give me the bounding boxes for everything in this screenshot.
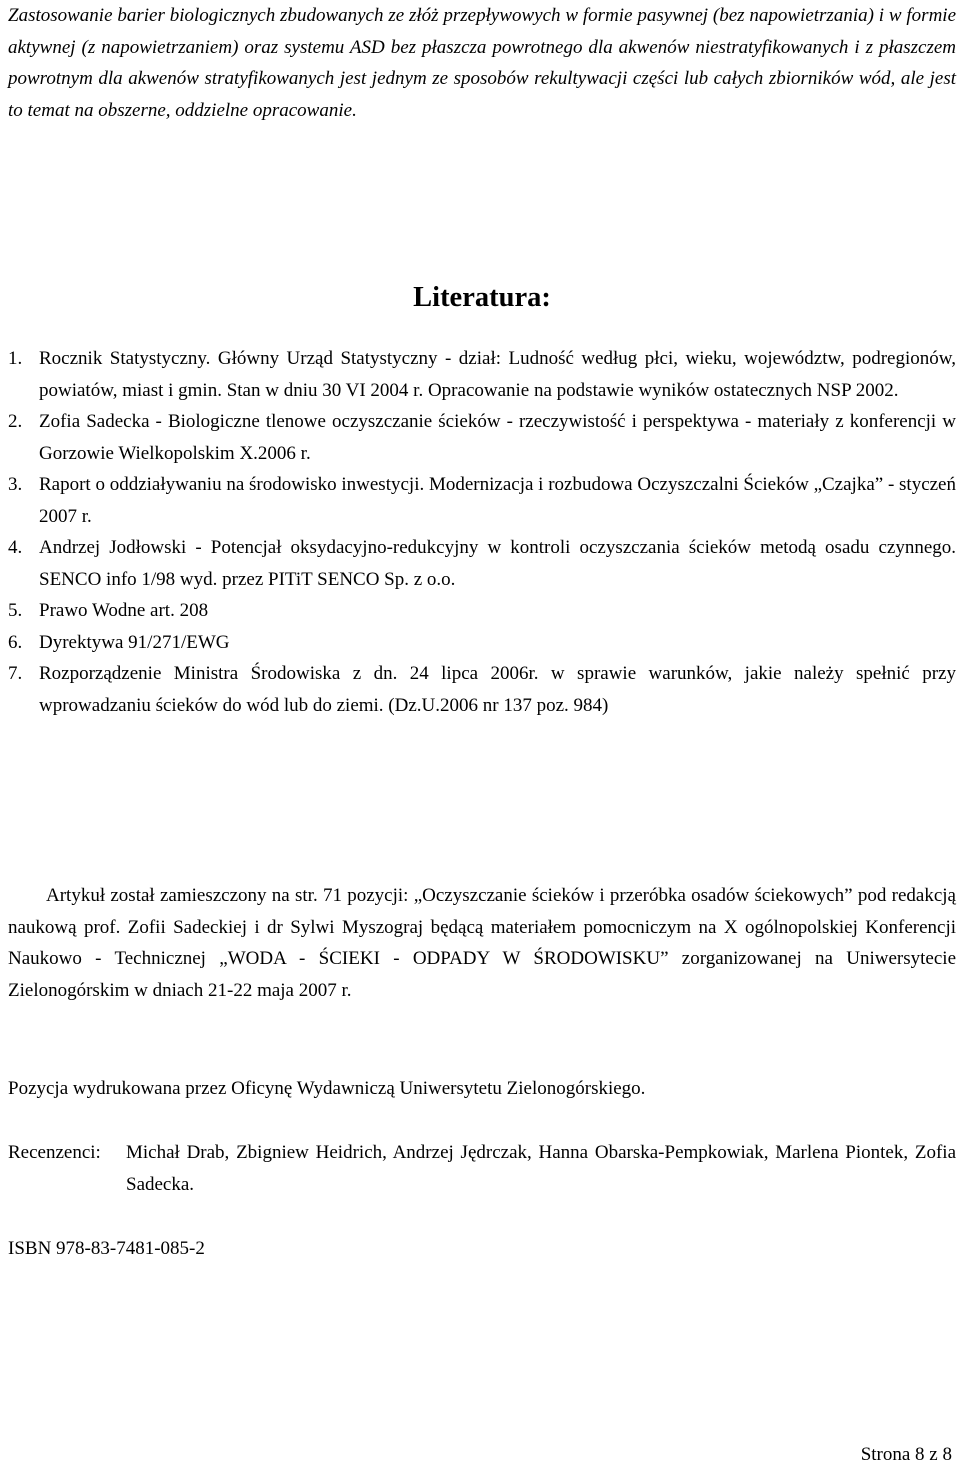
reference-item xyxy=(8,658,956,721)
reference-item xyxy=(8,343,956,406)
reference-number: 5. xyxy=(8,600,23,621)
reference-item xyxy=(8,532,956,595)
reference-item xyxy=(8,406,956,469)
reference-number: 7. xyxy=(8,663,23,684)
reference-item xyxy=(8,469,956,532)
reference-item xyxy=(8,595,956,627)
reviewers-label: Recenzenci: xyxy=(8,1142,101,1163)
literature-heading: Literatura: xyxy=(413,282,551,313)
reference-number: 1. xyxy=(8,348,23,369)
reference-number: 3. xyxy=(8,474,23,495)
reference-list xyxy=(8,343,956,721)
reference-item xyxy=(8,627,956,659)
reference-number: 6. xyxy=(8,631,23,653)
reference-number: 4. xyxy=(8,537,23,558)
page-number: Strona 8 z 8 xyxy=(860,1444,952,1465)
reference-text: Dyrektywa 91/271/EWG xyxy=(39,631,230,653)
reviewers-names: Michał Drab, Zbigniew Heidrich, Andrzej Jędrczak, Hanna Obarska-Pempkowiak, Marlena Piontek, Zofia Sadecka. xyxy=(126,1142,956,1195)
reference-text: Raport o oddziaływaniu na środowisko inwestycji. Modernizacja i rozbudowa Oczyszczalni Ścieków „Czajka” - styczeń 2007 r. xyxy=(39,474,956,527)
reference-text: Andrzej Jodłowski - Potencjał oksydacyjno-redukcyjny w kontroli oczyszczania ścieków metodą osadu czynnego. SENCO info 1/98 wyd. przez PITiT SENCO Sp. z o.o. xyxy=(39,537,956,590)
article-note: Artykuł został zamieszczony na str. 71 pozycji: „Oczyszczanie ścieków i przeróbka osadów ściekowych” pod redakcją naukową prof. Zofii Sadeckiej i dr Sylwi Myszograj będącą materiałem pomocniczym na X ogólnopolskiej Konferencji Naukowo - Technicznej „WODA - ŚCIEKI - ODPADY W ŚRODOWISKU” zorganizowanej na Uniwersytecie Zielonogórskim w dniach 21-22 maja 2007 r. xyxy=(8,885,956,1001)
printed-by-note: Pozycja wydrukowana przez Oficynę Wydawniczą Uniwersytetu Zielonogórskiego. xyxy=(8,1078,646,1099)
reference-text: Zofia Sadecka - Biologiczne tlenowe oczyszczanie ścieków - rzeczywistość i perspektywa - materiały z konferencji w Gorzowie Wielkopolskim X.2006 r. xyxy=(39,411,956,464)
reviewers xyxy=(8,1137,956,1200)
reference-text: Rozporządzenie Ministra Środowiska z dn. 24 lipca 2006r. w sprawie warunków, jakie należy spełnić przy wprowadzaniu ścieków do wód lub do ziemi. (Dz.U.2006 nr 137 poz. 984) xyxy=(39,663,956,716)
reference-number: 2. xyxy=(8,411,23,432)
intro-paragraph: Zastosowanie barier biologicznych zbudowanych ze złóż przepływowych w formie pasywnej (bez napowietrzania) i w formie aktywnej (z napowietrzaniem) oraz systemu ASD bez płaszcza powrotnego dla akwenów niestratyfikowanych i z płaszczem powrotnym dla akwenów stratyfikowanych jest jednym ze sposobów rekultywacji części lub całych zbiorników wód, ale jest to temat na obszerne, oddzielne opracowanie. xyxy=(8,5,956,121)
reference-text: Rocznik Statystyczny. Główny Urząd Statystyczny - dział: Ludność według płci, wieku, województw, podregionów, powiatów, miast i gmin. Stan w dniu 30 VI 2004 r. Opracowanie na podstawie wyników ostatecznych NSP 2002. xyxy=(39,348,956,401)
reference-text: Prawo Wodne art. 208 xyxy=(39,600,209,621)
isbn: ISBN 978-83-7481-085-2 xyxy=(8,1238,205,1259)
